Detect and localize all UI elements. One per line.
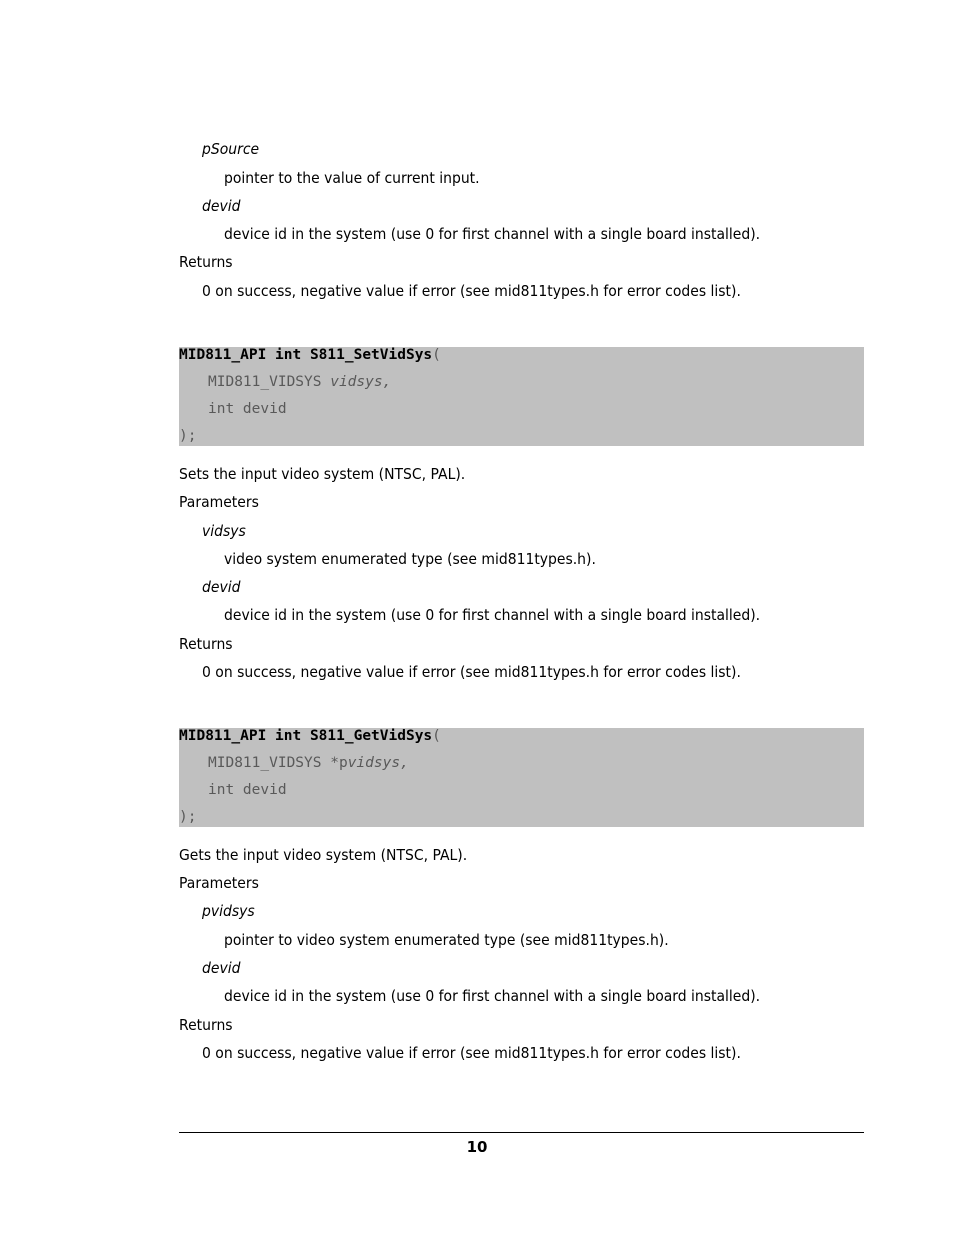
param-name-devid: devid xyxy=(202,578,241,596)
parameters-label: Parameters xyxy=(179,493,259,511)
arg-devid: int devid xyxy=(208,401,287,417)
function-description: Sets the input video system (NTSC, PAL). xyxy=(179,465,466,483)
returns-label: Returns xyxy=(179,635,233,653)
returns-desc: 0 on success, negative value if error (see mid811types.h for error codes list). xyxy=(202,663,741,681)
param-name-psource: pSource xyxy=(202,140,260,158)
param-name-devid: devid xyxy=(202,197,241,215)
returns-desc: 0 on success, negative value if error (see mid811types.h for error codes list). xyxy=(202,1044,741,1062)
signature-close: ); xyxy=(179,809,197,825)
parameters-label: Parameters xyxy=(179,874,259,892)
returns-label: Returns xyxy=(179,253,233,271)
param-name-vidsys: vidsys xyxy=(202,522,246,540)
param-desc-devid: device id in the system (use 0 for first channel with a single board installed). xyxy=(224,987,761,1005)
param-desc-psource: pointer to the value of current input. xyxy=(224,169,480,187)
function-description: Gets the input video system (NTSC, PAL). xyxy=(179,846,468,864)
signature-getvidsys: MID811_API int S811_GetVidSys( xyxy=(179,728,441,744)
param-desc-devid: device id in the system (use 0 for first channel with a single board installed). xyxy=(224,606,761,624)
signature-close: ); xyxy=(179,428,197,444)
arg-pvidsys: MID811_VIDSYS *pvidsys, xyxy=(208,755,409,771)
param-desc-vidsys: video system enumerated type (see mid811types.h). xyxy=(224,550,596,568)
arg-vidsys: MID811_VIDSYS vidsys, xyxy=(208,374,392,390)
page-number: 10 xyxy=(466,1138,488,1156)
param-name-devid: devid xyxy=(202,959,241,977)
param-desc-pvidsys: pointer to video system enumerated type (see mid811types.h). xyxy=(224,931,669,949)
arg-devid: int devid xyxy=(208,782,287,798)
returns-desc: 0 on success, negative value if error (see mid811types.h for error codes list). xyxy=(202,282,741,300)
param-desc-devid: device id in the system (use 0 for first channel with a single board installed). xyxy=(224,225,761,243)
returns-label: Returns xyxy=(179,1016,233,1034)
param-name-pvidsys: pvidsys xyxy=(202,902,255,920)
signature-setvidsys: MID811_API int S811_SetVidSys( xyxy=(179,347,441,363)
footer-rule xyxy=(179,1132,864,1133)
